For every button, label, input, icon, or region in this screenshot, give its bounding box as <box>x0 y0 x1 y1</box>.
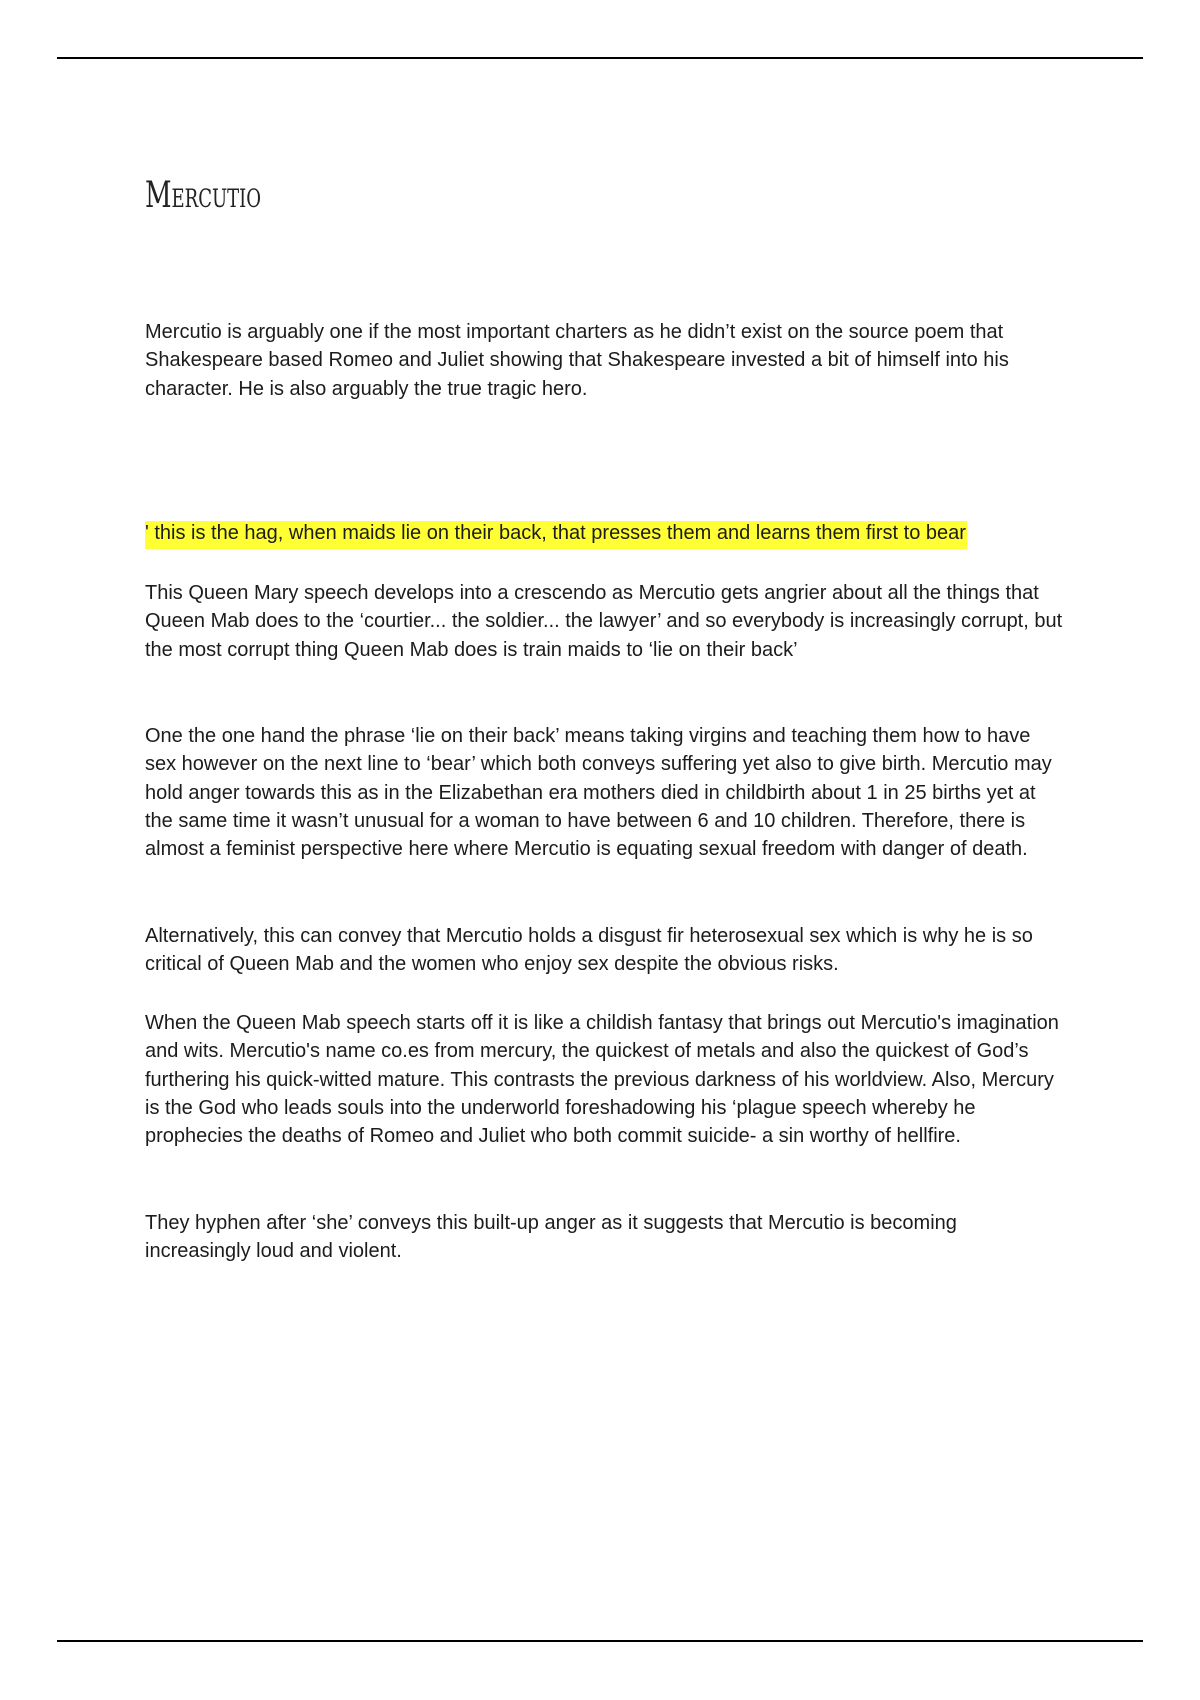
body-paragraph: This Queen Mary speech develops into a crescendo as Mercutio gets angrier about all the things that Queen Mab does to the ‘courtier... the soldier... the lawyer’ and so everybody is increasingly corrupt, but the most corrupt thing Queen Mab does is train maids to ‘lie on their back’ <box>145 582 1063 661</box>
quote-highlight: ' this is the hag, when maids lie on their back, that presses them and learns them first to bear <box>145 521 967 549</box>
body-paragraph: One the one hand the phrase ‘lie on their back’ means taking virgins and teaching them how to have sex however on the next line to ‘bear’ which both conveys suffering yet also to give birth. Mercutio may hold anger towards this as in the Elizabethan era mothers died in childbirth about 1 in 25 births yet at the same time it wasn’t unusual for a woman to have between 6 and 10 children. Therefore, there is almost a feminist perspective here where Mercutio is equating sexual freedom with danger of death. <box>145 725 1052 861</box>
footer-rule <box>57 1640 1143 1642</box>
body-paragraph: They hyphen after ‘she’ conveys this built-up anger as it suggests that Mercutio is becoming increasingly loud and violent. <box>145 1212 957 1263</box>
header-rule <box>57 57 1143 59</box>
page-title: Mercutio <box>145 175 262 216</box>
highlighted-quote <box>145 519 1065 547</box>
intro-paragraph: Mercutio is arguably one if the most important charters as he didn’t exist on the source poem that Shakespeare based Romeo and Juliet showing that Shakespeare invested a bit of himself into his character. He is also arguably the true tragic hero. <box>145 321 1009 400</box>
body-paragraph: When the Queen Mab speech starts off it is like a childish fantasy that brings out Mercutio's imagination and wits. Mercutio's name co.es from mercury, the quickest of metals and also the quickest of God’s furthering his quick-witted mature. This contrasts the previous darkness of his worldview. Also, Mercury is the God who leads souls into the underworld foreshadowing his ‘plague speech whereby he prophecies the deaths of Romeo and Juliet who both commit suicide- a sin worthy of hellfire. <box>145 1012 1059 1148</box>
body-paragraph: Alternatively, this can convey that Mercutio holds a disgust fir heterosexual sex which is why he is so critical of Queen Mab and the women who enjoy sex despite the obvious risks. <box>145 925 1033 976</box>
